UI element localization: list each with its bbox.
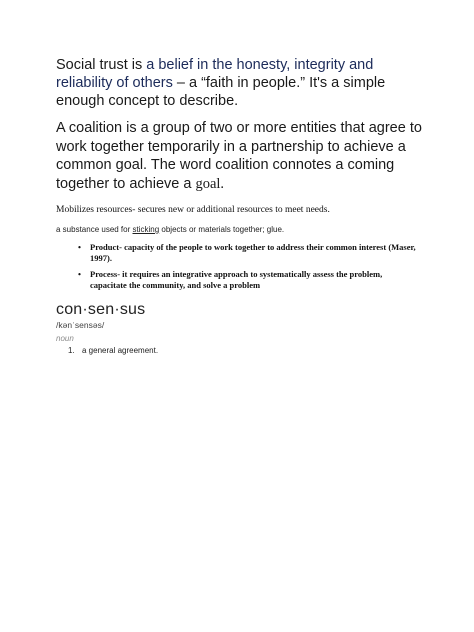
coalition-text: A coalition is a group of two or more entities that agree to work together temporarily in a partnership to achieve a common goal. The word coalition connotes a coming together to achieve a [56, 120, 422, 192]
mobilizes-resources-line: Mobilizes resources- secures new or additional resources to meet needs. [56, 205, 330, 215]
bullet-item-process [78, 269, 420, 290]
bullet-text: Process- it requires an integrative approach to systematically assess the problem, capacitate the community, and solve a problem [90, 269, 383, 290]
bullet-list [56, 242, 428, 290]
bullet-marker: • [78, 242, 81, 252]
glue-tail: objects or materials together; glue. [159, 225, 285, 234]
dictionary-term: con·sen·sus [56, 301, 146, 318]
coalition-tail: goal. [195, 175, 225, 192]
document-body [56, 56, 428, 356]
bullet-item-product [78, 242, 420, 263]
bullet-marker: • [78, 269, 81, 279]
social-trust-lead: Social trust is [56, 57, 147, 73]
part-of-speech: noun [56, 334, 74, 343]
social-trust-paragraph [56, 56, 428, 110]
glue-definition-line [56, 224, 428, 235]
social-trust-tail: – a “faith in people.” It's a simple enough concept to describe. [56, 75, 386, 109]
coalition-paragraph [56, 119, 428, 193]
definition-item [56, 345, 428, 356]
glue-lead: a substance used for [56, 225, 133, 234]
definition-number: 1. [68, 346, 75, 355]
definition-text: a general agreement. [82, 346, 159, 355]
bullet-text: Product- capacity of the people to work together to address their common interest (Maser, 1997). [90, 242, 416, 263]
social-trust-definition: a belief in the honesty, integrity and reliability of others [56, 57, 374, 91]
definition-list [56, 345, 428, 356]
sticking-underlined: sticking [132, 225, 160, 234]
pronunciation: /kənˈsensəs/ [56, 320, 105, 330]
